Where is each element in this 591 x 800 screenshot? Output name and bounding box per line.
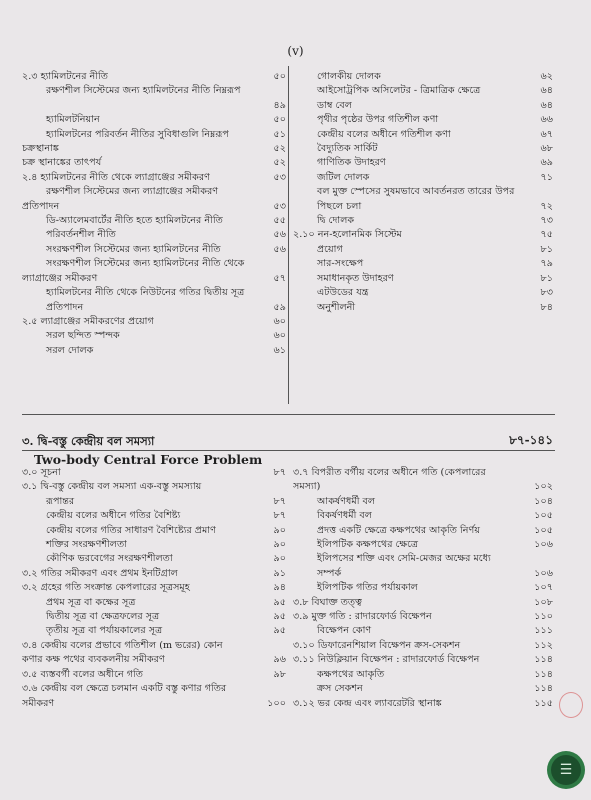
- toc-entry: [22, 697, 288, 711]
- toc-column-left-ch3: [22, 466, 288, 711]
- toc-entry: [293, 596, 555, 610]
- toc-entry-title: দ্বিতীয় সূত্র বা ক্ষেত্রফলের সূত্র: [46, 611, 160, 623]
- toc-entry-title: ২.৩ হ্যামিলটনের নীতি: [22, 71, 108, 82]
- toc-entry: [293, 639, 555, 653]
- toc-entry-title: কক্ষপথের আকৃতি: [317, 668, 385, 680]
- toc-entry-title: ইলিপটিক কক্ষপথের ক্ষেত্রে: [317, 539, 419, 551]
- toc-entry-title: ৩.৮ বিঘাক্ত তত্ত্ব: [293, 596, 362, 608]
- toc-entry-title: বল মুক্ত স্পেসের সুষমভাবে আবর্তনরত তারের উপর: [317, 186, 515, 198]
- toc-entry-page: ৬২: [540, 71, 553, 82]
- toc-entry: [293, 682, 555, 696]
- toc-entry: [22, 495, 288, 509]
- toc-entry-page: ৮৭: [273, 510, 286, 522]
- toc-column-right-ch2: [293, 70, 555, 315]
- toc-entry-page: ৮৭: [273, 467, 286, 478]
- toc-entry-page: ১০৮: [534, 596, 553, 608]
- toc-entry: [293, 156, 555, 170]
- toc-entry-title: আকর্ষণধর্মী বল: [317, 495, 375, 507]
- toc-entry: [293, 668, 555, 682]
- toc-entry-page: ৯০: [273, 553, 286, 565]
- toc-entry-title: ডি-অ্যালেমবার্টের নীতি হতে হ্যামিলটনের নীতি: [46, 215, 223, 227]
- toc-entry-title: ২.৫ ল্যাগ্রাঞ্জের সমীকরণের প্রয়োগ: [22, 315, 154, 327]
- toc-entry-page: ৫৩: [273, 200, 286, 212]
- toc-entry-page: ৬০: [273, 315, 286, 327]
- toc-entry-title: কেন্দ্রীয় বলের অধীনে গতির বৈশিষ্ট্য: [46, 510, 181, 522]
- toc-entry: [293, 610, 555, 624]
- toc-entry-page: ৬৪: [540, 85, 553, 97]
- toc-entry-page: ১১২: [534, 639, 553, 651]
- toc-entry-page: ৯৫: [273, 625, 286, 637]
- section-rule-top: [22, 414, 555, 415]
- toc-entry-page: ৭৩: [540, 215, 553, 227]
- toc-entry-title: কৌণিক ভরবেগের সংরক্ষণশীলতা: [46, 553, 173, 565]
- toc-entry-title: অনুশীলনী: [317, 301, 356, 313]
- section-rule-bottom: [22, 450, 555, 451]
- toc-entry: [293, 171, 555, 185]
- toc-entry-title: এটউডের যন্ত্র: [317, 287, 369, 299]
- toc-entry-page: ১০৪: [534, 495, 553, 507]
- toc-entry: [293, 99, 555, 113]
- toc-entry-page: ১১৪: [534, 668, 553, 680]
- toc-entry: [22, 214, 288, 228]
- chapter-title-english: Two-body Central Force Problem: [34, 452, 263, 467]
- chapter-pages: ৮৭-১৪১: [509, 433, 553, 447]
- toc-entry-title: ৩.০ সূচনা: [22, 467, 61, 478]
- toc-entry: [293, 697, 555, 711]
- toc-entry-title: আইসোট্রপিক অসিলেটর - ত্রিমাত্রিক ক্ষেত্রে: [317, 85, 481, 97]
- toc-entry-page: ১০২: [534, 481, 553, 493]
- toc-entry-title: ৩.১০ ডিফারেনশিয়াল বিক্ষেপন ক্রস-সেকশন: [293, 639, 461, 651]
- chapter-title: ৩. দ্বি-বস্তু কেন্দ্রীয় বল সমস্যা: [22, 434, 155, 448]
- toc-entry-page: ১১৪: [534, 654, 553, 666]
- chapter-heading: [22, 432, 555, 452]
- toc-entry-page: ৯৫: [273, 611, 286, 623]
- toc-entry-page: ৮১: [540, 272, 553, 284]
- toc-entry: [22, 200, 288, 214]
- toc-entry: [293, 272, 555, 286]
- toc-entry: [22, 315, 288, 329]
- toc-entry-page: ১০৬: [534, 567, 553, 579]
- toc-entry-page: ৫১: [273, 128, 286, 140]
- toc-entry: [293, 653, 555, 667]
- toc-entry-title: সম্পর্ক: [317, 567, 342, 579]
- toc-entry-page: ৯১: [273, 567, 286, 579]
- toc-entry: [293, 624, 555, 638]
- toc-entry-page: ৫০: [273, 71, 286, 82]
- toc-entry: [22, 682, 288, 696]
- toc-entry-page: ৫৬: [273, 243, 286, 255]
- toc-entry-title: সমাধানকৃত উদাহরণ: [317, 272, 394, 284]
- toc-entry-page: ১০৫: [534, 524, 553, 536]
- toc-entry-title: পৃথীর পৃষ্ঠের উপর গতিশীল কণা: [317, 114, 439, 126]
- toc-entry-title: সরল দোলক: [46, 344, 94, 356]
- toc-entry-title: রূপান্তর: [46, 495, 75, 507]
- toc-entry: [22, 509, 288, 523]
- toc-entry: [22, 524, 288, 538]
- toc-entry-title: প্রতিপাদন: [22, 200, 60, 212]
- toc-entry-title: ৩.৭ বিপরীত বর্গীয় বলের অধীনে গতি (কেপলারের: [293, 467, 486, 478]
- toc-entry: [293, 200, 555, 214]
- toc-entry-title: ক্রস সেকশন: [317, 683, 363, 695]
- toc-entry-title: ৩.৪ কেন্দ্রীয় বলের প্রভাবে গতিশীল (m ভরের) কোন: [22, 639, 223, 651]
- toc-entry-title: হ্যামিলটনের নীতি থেকে নিউটনের গতির দ্বিতীয় সূত্র: [46, 287, 245, 299]
- toc-entry-page: ৫০: [273, 114, 286, 126]
- toc-entry-page: ৯৬: [273, 654, 286, 666]
- toc-entry-page: ৭৫: [540, 229, 553, 241]
- toc-entry-title: সংরক্ষণশীল সিস্টেমের জন্য হ্যামিলটনের নীতি: [46, 243, 221, 255]
- toc-entry: [293, 142, 555, 156]
- toc-entry-title: পরিবর্তনশীল নীতি: [46, 229, 116, 241]
- toc-entry: [293, 538, 555, 552]
- toc-entry: [22, 156, 288, 170]
- pen-mark: [559, 692, 583, 718]
- toc-entry: [293, 495, 555, 509]
- toc-entry: [22, 653, 288, 667]
- toc-entry: [293, 243, 555, 257]
- toc-entry-title: কেন্দ্রীয় বলের অধীনে গতিশীল কণা: [317, 128, 451, 140]
- toc-entry: [22, 99, 288, 113]
- toc-entry: [293, 84, 555, 98]
- toc-entry-title: প্রতিপাদন: [46, 301, 84, 313]
- toc-entry: [293, 286, 555, 300]
- toc-entry-title: ৩.৫ ব্যস্তবর্গী বলের অধীনে গতি: [22, 668, 143, 680]
- toc-entry-title: পিছলে চলা: [317, 200, 362, 212]
- toc-entry: [293, 214, 555, 228]
- toc-entry-page: ৬৮: [540, 143, 553, 155]
- toc-entry: [22, 596, 288, 610]
- toc-entry-page: ১১৫: [534, 697, 553, 709]
- toc-entry: [293, 509, 555, 523]
- toc-entry: [293, 185, 555, 199]
- toc-entry: [22, 84, 288, 98]
- toc-entry-title: বৈদ্যুতিক সার্কিট: [317, 143, 378, 155]
- toc-entry: [22, 128, 288, 142]
- toc-entry-page: ৫৯: [273, 301, 286, 313]
- toc-entry: [293, 113, 555, 127]
- toc-entry-page: ৮৩: [540, 287, 553, 299]
- toc-entry-page: ৬৬: [540, 114, 553, 126]
- toc-entry: [293, 480, 555, 494]
- toc-entry: [22, 581, 288, 595]
- toc-entry-title: ২.৪ হ্যামিলটনের নীতি থেকে ল্যাগ্রাঞ্জের সমীকরণ: [22, 171, 210, 183]
- toc-entry: [22, 344, 288, 358]
- toc-column-left-ch2: [22, 70, 288, 358]
- toc-entry: [22, 480, 288, 494]
- toc-entry-page: ৯৮: [273, 668, 286, 680]
- toc-entry-page: ৮৪: [540, 301, 553, 313]
- toc-entry-title: সরল ছন্দিত স্পন্দক: [46, 330, 120, 342]
- toc-entry-page: ৬৭: [540, 128, 553, 140]
- toc-entry: [22, 329, 288, 343]
- toc-entry-page: ৮৭: [273, 495, 286, 507]
- toc-entry: [22, 567, 288, 581]
- toc-entry-title: ৩.১১ নিউক্লিয়ান বিক্ষেপন : রাদারফোর্ড বিক্ষেপন: [293, 654, 480, 666]
- toc-entry-title: ৩.১ দ্বি-বস্তু কেন্দ্রীয় বল সমস্যা এক-বস্তু সমস্যায়: [22, 481, 202, 493]
- toc-entry-page: ৪৯: [273, 99, 286, 111]
- toc-entry: [293, 581, 555, 595]
- toc-entry-page: ৯০: [273, 524, 286, 536]
- toc-entry-title: গোলকীয় দোলক: [317, 71, 381, 82]
- toc-entry-title: ইলিপটিক গতির পর্যায়কাল: [317, 582, 418, 594]
- book-icon: ☰: [551, 755, 581, 785]
- toc-entry-page: ৭১: [540, 171, 553, 183]
- toc-entry-title: বিকর্ষণধর্মী বল: [317, 510, 372, 522]
- toc-entry-page: ৫৭: [273, 272, 286, 284]
- toc-entry-title: ডাম্ব বেল: [317, 99, 352, 111]
- toc-entry: [22, 466, 288, 480]
- toc-entry-page: ১০৬: [534, 539, 553, 551]
- toc-entry: [22, 228, 288, 242]
- toc-entry-page: ৯৪: [273, 582, 286, 594]
- toc-entry-page: ১০০: [267, 697, 286, 709]
- toc-entry-title: ইলিপসের শক্তি এবং সেমি-মেজর অক্ষের মধ্যে: [317, 553, 491, 565]
- toc-entry-page: ৬৪: [540, 99, 553, 111]
- toc-entry: [293, 128, 555, 142]
- toc-entry-title: ৩.১২ ভর কেন্দ্র এবং ল্যাবরেটরি স্থানাঙ্ক: [293, 697, 442, 709]
- toc-entry-title: প্রথম সূত্র বা কক্ষের সূত্র: [46, 596, 136, 608]
- toc-entry: [293, 301, 555, 315]
- toc-entry: [22, 113, 288, 127]
- toc-entry-page: ৯০: [273, 539, 286, 551]
- toc-entry-page: ১০৭: [534, 582, 553, 594]
- toc-entry-page: ৬০: [273, 330, 286, 342]
- toc-entry-title: চক্র স্থানাঙ্কের তাৎপর্য: [22, 157, 102, 169]
- toc-entry-page: ৬১: [273, 344, 286, 356]
- toc-entry-title: জটিল দোলক: [317, 171, 370, 183]
- toc-entry-title: কেন্দ্রীয় বলের গতির সাধারণ বৈশিষ্ট্যের প্রমাণ: [46, 524, 216, 536]
- toc-entry-page: ১১১: [534, 625, 553, 637]
- toc-entry: [22, 538, 288, 552]
- toc-entry-title: দ্বি দোলক: [317, 215, 355, 227]
- toc-entry-title: প্রয়োগ: [317, 243, 343, 255]
- toc-entry-title: রক্ষণশীল সিস্টেমের জন্য হ্যামিলটনের নীতি নিম্নরূপ: [46, 85, 241, 97]
- toc-entry-page: ৫৬: [273, 229, 286, 241]
- library-stamp-icon: [547, 751, 585, 789]
- toc-entry: [22, 668, 288, 682]
- toc-entry: [293, 567, 555, 581]
- toc-entry: [22, 639, 288, 653]
- toc-entry: [22, 610, 288, 624]
- toc-entry-title: ৩.৯ মুক্ত গতি : রাদারফোর্ড বিক্ষেপন: [293, 611, 432, 623]
- toc-entry: [293, 228, 555, 242]
- toc-entry-title: ল্যাগ্রাঞ্জের সমীকরণ: [22, 272, 98, 284]
- toc-entry: [22, 142, 288, 156]
- toc-entry-title: প্রদত্ত একটি ক্ষেত্রে কক্ষপথের আকৃতি নির্ণয়: [317, 524, 480, 536]
- toc-entry: [22, 624, 288, 638]
- toc-entry-title: ৩.৬ কেন্দ্রীয় বল ক্ষেত্রে চলমান একটি বস্তু কণার গতির: [22, 683, 227, 695]
- toc-entry-page: ৫২: [273, 157, 286, 169]
- toc-entry-page: ৬৯: [540, 157, 553, 169]
- toc-entry: [293, 466, 555, 480]
- toc-entry-title: সংরক্ষণশীল সিস্টেমের জন্য হ্যামিলটনের নীতি থেকে: [46, 258, 245, 270]
- toc-column-right-ch3: [293, 466, 555, 711]
- toc-entry: [22, 185, 288, 199]
- column-divider: [288, 66, 289, 404]
- toc-entry-title: গাণিতিক উদাহরণ: [317, 157, 386, 169]
- toc-entry: [293, 257, 555, 271]
- toc-entry-page: ৫৫: [273, 215, 286, 227]
- toc-entry: [22, 243, 288, 257]
- toc-entry-title: ২.১০ নন-হলোনমিক সিস্টেম: [293, 229, 402, 241]
- toc-entry-title: তৃতীয় সূত্র বা পর্যায়কালের সূত্র: [46, 625, 163, 637]
- toc-entry-page: ৫৩: [273, 171, 286, 183]
- toc-entry-title: সমীকরণ: [22, 697, 55, 709]
- toc-entry: [22, 171, 288, 185]
- toc-entry-title: হ্যামিলটনিয়ান: [46, 114, 100, 126]
- toc-entry: [22, 257, 288, 271]
- toc-entry-page: ১১০: [534, 611, 553, 623]
- toc-entry: [22, 272, 288, 286]
- toc-entry-page: ১০৫: [534, 510, 553, 522]
- toc-entry-page: ৭২: [540, 200, 553, 212]
- toc-entry-page: ৯৫: [273, 596, 286, 608]
- toc-entry: [22, 301, 288, 315]
- toc-entry-page: ১১৪: [534, 683, 553, 695]
- toc-entry-title: বিক্ষেপন কোণ: [317, 625, 372, 637]
- toc-entry: [293, 552, 555, 566]
- toc-entry-title: রক্ষণশীল সিস্টেমের জন্য ল্যাগ্রাঞ্জের সমীকরণ: [46, 186, 219, 198]
- toc-entry: [22, 70, 288, 84]
- toc-entry-title: চক্রস্থানাঙ্ক: [22, 143, 59, 155]
- toc-entry: [293, 524, 555, 538]
- toc-entry-page: ৮১: [540, 243, 553, 255]
- toc-entry: [293, 70, 555, 84]
- toc-entry: [22, 286, 288, 300]
- toc-entry-title: হ্যামিলটনের পরিবর্তন নীতির সুবিধাগুলি নিম্নরূপ: [46, 128, 229, 140]
- toc-entry: [22, 552, 288, 566]
- toc-entry-title: সার-সংক্ষেপ: [317, 258, 364, 270]
- toc-entry-title: কণার কক্ষ পথের ব্যবকলনীয় সমীকরণ: [22, 654, 165, 666]
- toc-entry-title: ৩.২ গতির সমীকরণ এবং প্রথম ইনটিগ্রাল: [22, 567, 178, 579]
- toc-entry-title: সমস্যা): [293, 481, 321, 493]
- page-number: (v): [287, 44, 304, 58]
- toc-entry-page: ৭৯: [540, 258, 553, 270]
- toc-entry-title: শক্তির সংরক্ষণশীলতা: [46, 539, 127, 551]
- toc-entry-page: ৫২: [273, 143, 286, 155]
- toc-entry-title: ৩.২ গ্রহের গতি সংক্রান্ত কেপলারের সূত্রসমূহ: [22, 582, 190, 594]
